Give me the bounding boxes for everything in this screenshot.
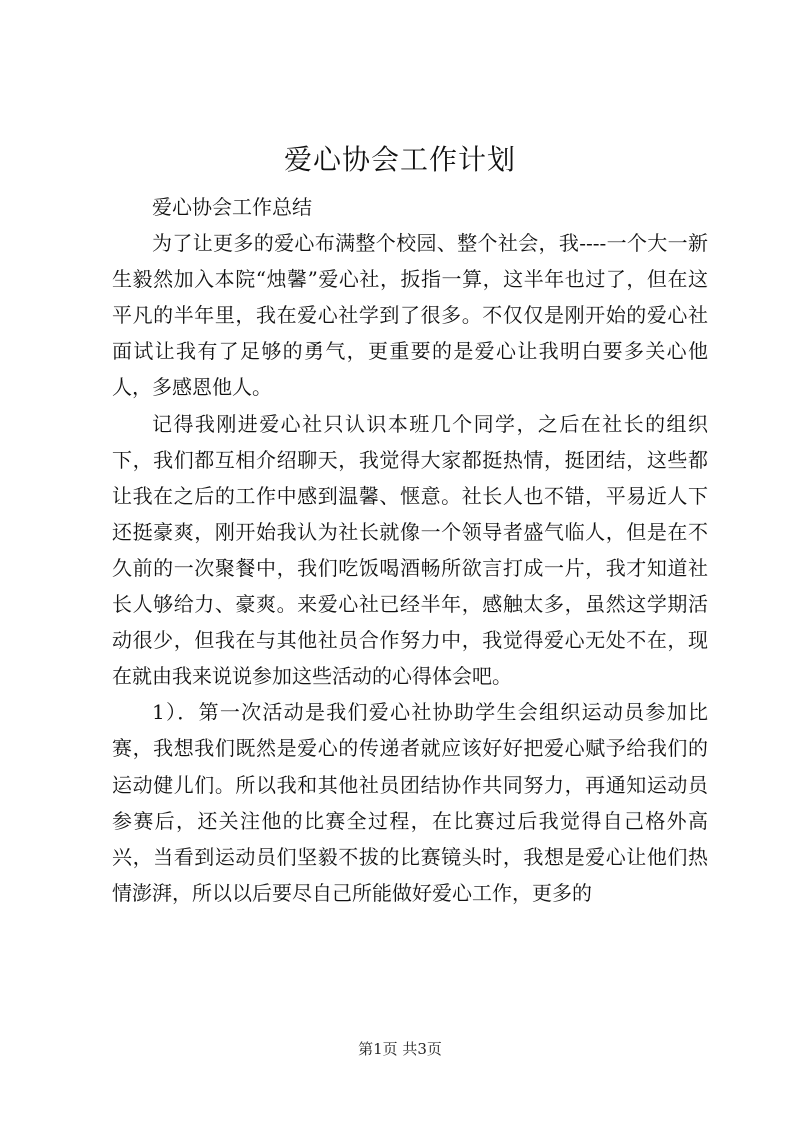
document-title: 爱心协会工作计划 xyxy=(283,143,516,176)
paragraph-memories: 记得我刚进爱心社只认识本班几个同学，之后在社长的组织下，我们都互相介绍聊天，我觉得大家都挺热情，挺团结，这些都让我在之后的工作中感到温馨、惬意。社长人也不错，平易近人下还挺豪爽，刚开始我认为社长就像一个领导者盛气临人，但是在不久前的一次聚餐中，我们吃饭喝酒畅所欲言打成一片，我才知道社长人够给力、豪爽。来爱心社已经半年，感触太多，虽然这学期活动很少，但我在与其他社员合作努力中，我觉得爱心无处不在，现在就由我来说说参加这些活动的心得体会吧。 xyxy=(112,411,708,689)
paragraph-intro: 为了让更多的爱心布满整个校园、整个社会，我----一个大一新生毅然加入本院“烛馨”爱心社，扳指一算，这半年也过了，但在这平凡的半年里，我在爱心社学到了很多。不仅仅是刚开始的爱心社面试让我有了足够的勇气，更重要的是爱心让我明白要多关心他人，多感恩他人。 xyxy=(112,231,708,400)
paragraph-subtitle: 爱心协会工作总结 xyxy=(152,195,312,219)
page-footer: 第1页 共3页 xyxy=(358,1040,442,1058)
paragraph-first-activity: 1）．第一次活动是我们爱心社协助学生会组织运动员参加比赛，我想我们既然是爱心的传递者就应该好好把爱心赋予给我们的运动健儿们。所以我和其他社员团结协作共同努力，再通知运动员参赛后，还关注他的比赛全过程，在比赛过后我觉得自己格外高兴，当看到运动员们坚毅不拔的比赛镜头时，我想是爱心让他们热情澎湃，所以以后要尽自己所能做好爱心工作，更多的 xyxy=(112,700,708,905)
document-body xyxy=(112,189,708,911)
